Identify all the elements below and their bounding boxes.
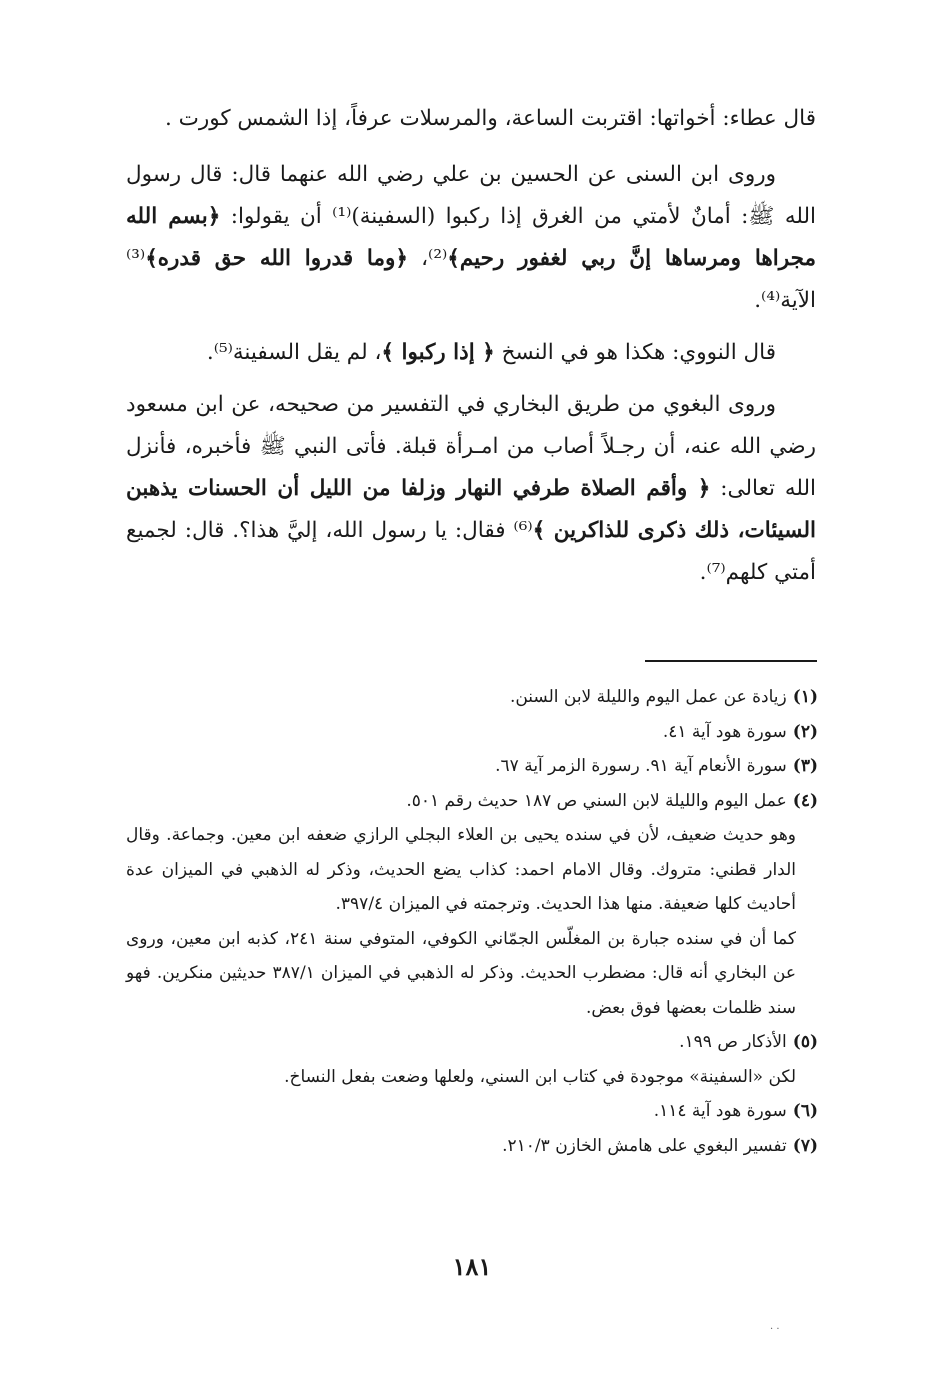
paragraph-2 bbox=[126, 154, 816, 322]
paragraph-2-text-c: ⁽³⁾ الآية⁽⁴⁾. bbox=[126, 246, 816, 313]
paragraph-3 bbox=[126, 332, 816, 374]
footnote-number: (٢) bbox=[792, 721, 818, 742]
footnote-text: عمل اليوم والليلة لابن السني ص ١٨٧ حديث رقم ٥٠١. bbox=[406, 790, 787, 811]
footnote-divider bbox=[645, 660, 817, 662]
footnote-number: (٧) bbox=[792, 1135, 818, 1156]
footnote-number: (٣) bbox=[792, 756, 818, 776]
paragraph-4-text-a: وروى البغوي من طريق البخاري في التفسير من صحيحه، عن ابن مسعود رضي الله عنه، أن رجـلاً أصاب من امـرأة قبلة. فأتى النبي ﷺ فأخبره، فأنزل الله تعالى: bbox=[126, 392, 816, 501]
paragraph-3-text-b: ، لم يقل السفينة⁽⁵⁾. bbox=[206, 340, 382, 365]
footnote-1 bbox=[126, 680, 818, 715]
footnote-number: (١) bbox=[792, 687, 818, 707]
page-number: ١٨١ bbox=[452, 1252, 492, 1281]
footnote-4-continuation-1: وهو حديث ضعيف، لأن في سنده يحيى بن العلاء البجلي الرازي ضعفه ابن معين. وجماعة. وقال الدار قطني: متروك. وقال الامام احمد: كذاب يضع الحديث، وذكر له الذهبي في الميزان عدة أحاديث كلها ضعيفة. منها هذا الحديث. وترجمته في الميزان ٣٩٧/٤. bbox=[126, 825, 796, 914]
footnote-5 bbox=[126, 1025, 818, 1060]
footnote-6 bbox=[126, 1094, 818, 1129]
paragraph-3-text-a: قال النووي: هكذا هو في النسخ bbox=[494, 340, 776, 365]
footnotes bbox=[126, 680, 818, 1163]
paragraph-1: قال عطاء: أخواتها: اقتربت الساعة، والمرسلات عرفاً، إذا الشمس كورت . bbox=[164, 106, 816, 131]
scan-speck: · · bbox=[770, 1324, 780, 1335]
footnote-text: سورة هود آية ٤١. bbox=[662, 721, 787, 742]
footnote-text: سورة الأنعام آية ٩١. رسورة الزمر آية ٦٧. bbox=[495, 756, 787, 776]
footnote-4-continuation-2: كما أن في سنده جبارة بن المغلّس الجمّاني الكوفي، المتوفي سنة ٢٤١، كذبه ابن معين، وروى عن البخاري أنه قال: مضطرب الحديث. وذكر له الذهبي في الميزان ٣٨٧/١ حديثين منكرين. فهو سند ظلمات بعضها فوق بعض. bbox=[126, 928, 797, 1018]
footnote-3 bbox=[126, 749, 818, 784]
quran-verse-4: ﴿ وأقم الصلاة طرفي النهار وزلفا من الليل أن الحسنات يذهبن السيئات، ذلك ذكرى للذاكرين ﴾ bbox=[126, 476, 816, 543]
footnote-number: (٦) bbox=[792, 1101, 818, 1121]
paragraph-2-text-b: ⁽²⁾، bbox=[407, 246, 448, 271]
footnote-text: سورة هود آية ١١٤. bbox=[653, 1101, 787, 1121]
main-text bbox=[126, 98, 816, 604]
footnote-5-continuation: لكن «السفينة» موجودة في كتاب ابن السني، ولعلها وضعت بفعل النساخ. bbox=[284, 1066, 796, 1087]
paragraph-2-text-a: وروى ابن السنى عن الحسين بن علي رضي الله عنهما قال: قال رسول الله ﷺ: أمانٌ لأمتي من الغرق إذا ركبوا (السفينة)⁽¹⁾ أن يقولوا: bbox=[126, 162, 816, 229]
footnote-text: الأذكار ص ١٩٩. bbox=[679, 1032, 787, 1052]
quran-verse-1: ﴿بسم الله مجراها ومرساها إنَّ ربي لغفور رحيم﴾ bbox=[126, 204, 816, 271]
footnote-4 bbox=[126, 784, 818, 819]
footnote-2 bbox=[126, 715, 818, 750]
footnote-text: تفسير البغوي على هامش الخازن ٢١٠/٣. bbox=[502, 1135, 787, 1156]
footnote-number: (٥) bbox=[792, 1032, 818, 1052]
footnote-number: (٤) bbox=[792, 790, 818, 811]
paragraph-4 bbox=[126, 384, 816, 594]
quran-verse-3: ﴿ إذا ركبوا ﴾ bbox=[381, 340, 495, 365]
footnote-text: زيادة عن عمل اليوم والليلة لابن السنن. bbox=[509, 687, 787, 707]
footnote-7 bbox=[126, 1129, 818, 1164]
paragraph-4-text-b: ⁽⁶⁾ فقال: يا رسول الله، إليَّ هذا؟. قال: لجميع أمتي كلهم⁽⁷⁾. bbox=[126, 518, 816, 585]
quran-verse-2: ﴿وما قدروا الله حق قدره﴾ bbox=[145, 246, 408, 271]
